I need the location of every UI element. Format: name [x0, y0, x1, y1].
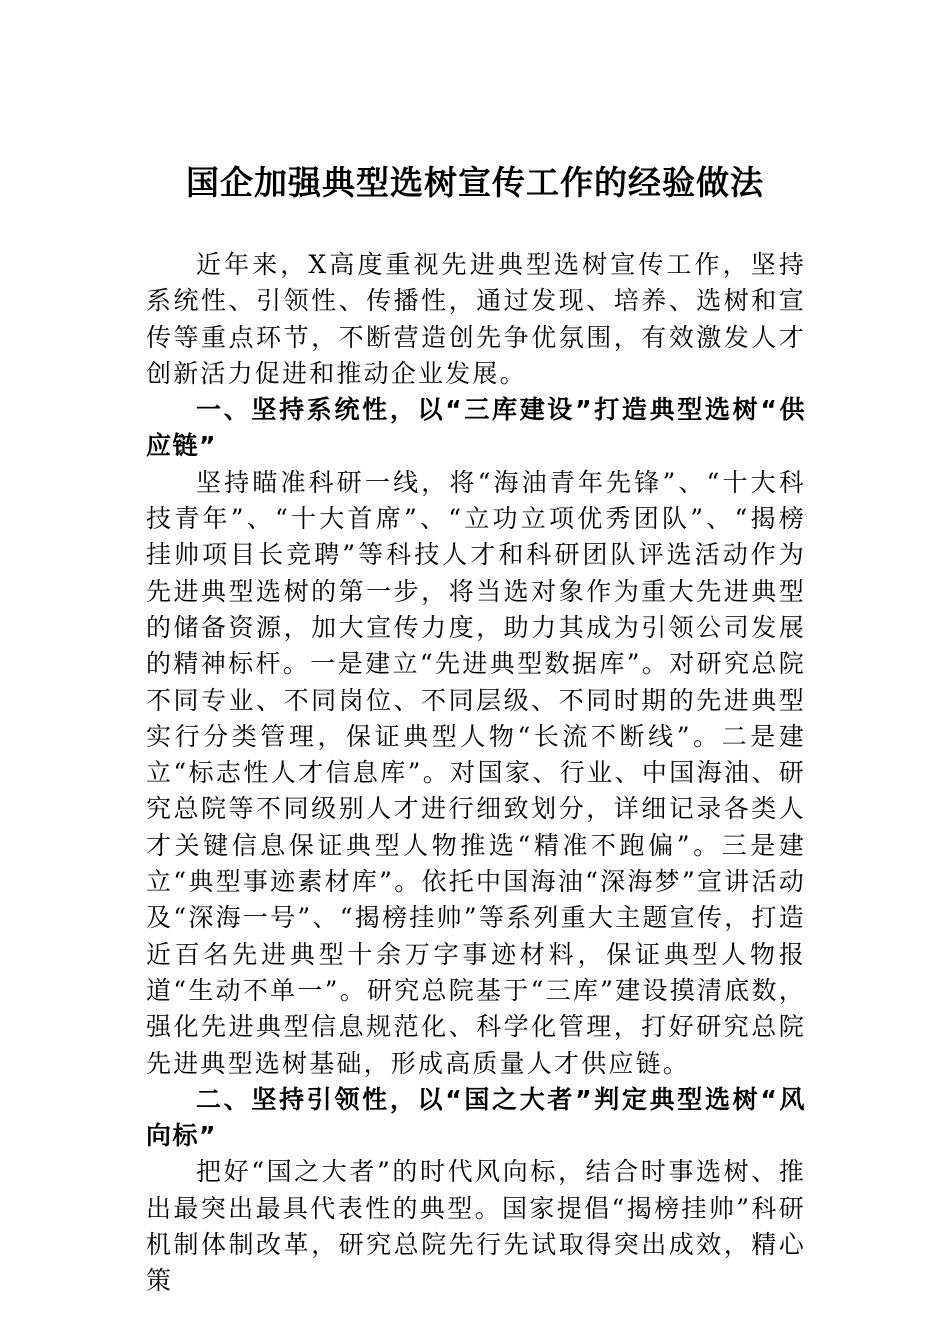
section-heading-2: 二、坚持引领性，以“国之大者”判定典型选树“风向标” [146, 1084, 806, 1151]
intro-paragraph: 近年来，X高度重视先进典型选树宣传工作，坚持系统性、引领性、传播性，通过发现、培养、选树和宣传等重点环节，不断营造创先争优氛围，有效激发人才创新活力促进和推动企业发展。 [146, 250, 806, 388]
section-1-paragraph: 坚持瞄准科研一线，将“海油青年先锋”、“十大科技青年”、“十大首席”、“立功立项优秀团队”、“揭榜挂帅项目长竞聘”等科技人才和科研团队评选活动作为先进典型选树的第一步，将当选对象作为重大先进典型的储备资源，加大宣传力度，助力其成为引领公司发展的精神标杆。一是建立“先进典型数据库”。对研究总院不同专业、不同岗位、不同层级、不同时期的先进典型实行分类管理，保证典型人物“长流不断线”。二是建立“标志性人才信息库”。对国家、行业、中国海油、研究总院等不同级别人才进行细致划分，详细记录各类人才关键信息保证典型人物推选“精准不跑偏”。三是建立“典型事迹素材库”。依托中国海油“深海梦”宣讲活动及“深海一号”、“揭榜挂帅”等系列重大主题宣传，打造近百名先进典型十余万字事迹材料，保证典型人物报道“生动不单一”。研究总院基于“三库”建设摸清底数，强化先进典型信息规范化、科学化管理，打好研究总院先进典型选树基础，形成高质量人才供应链。 [146, 467, 806, 1078]
document-body [146, 247, 806, 1300]
document-title: 国企加强典型选树宣传工作的经验做法 [186, 163, 764, 202]
section-heading-1: 一、坚持系统性，以“三库建设”打造典型选树“供应链” [146, 395, 806, 461]
section-2-paragraph: 把好“国之大者”的时代风向标，结合时事选树、推出最突出最具代表性的典型。国家提倡“揭榜挂帅”科研机制体制改革，研究总院先行先试取得突出成效，精心策 [146, 1157, 806, 1296]
